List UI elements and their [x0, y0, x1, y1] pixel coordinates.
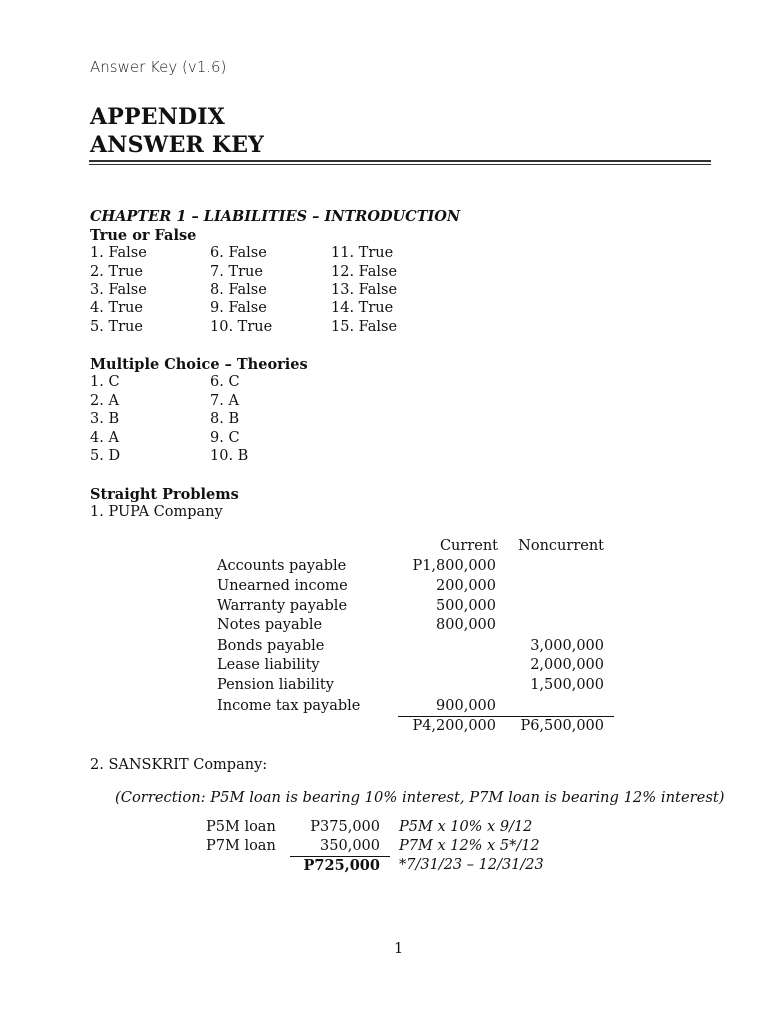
chapter-title: CHAPTER 1 – LIABILITIES – INTRODUCTION: [90, 208, 461, 225]
document-header: Answer Key (v1.6): [90, 58, 227, 76]
tf-answer: 10. True: [210, 319, 273, 335]
noncurrent-column-header: Noncurrent: [518, 538, 604, 554]
correction-note: (Correction: P5M loan is bearing 10% interest, P7M loan is bearing 12% interest): [115, 789, 725, 806]
problem-2-title: 2. SANSKRIT Company:: [90, 757, 268, 773]
title-rule-thin: [89, 164, 711, 165]
tf-answer: 11. True: [331, 245, 394, 261]
current-amount: 800,000: [436, 617, 496, 633]
tf-answer: 4. True: [90, 300, 143, 316]
tf-answer: 12. False: [331, 264, 398, 280]
mc-answer: 6. C: [210, 374, 240, 390]
row-label: Bonds payable: [217, 638, 325, 654]
tf-answer: 15. False: [331, 319, 398, 335]
multiple-choice-heading: Multiple Choice – Theories: [90, 356, 308, 373]
noncurrent-amount: 1,500,000: [530, 677, 604, 693]
tf-answer: 7. True: [210, 264, 263, 280]
straight-problems-heading: Straight Problems: [90, 486, 239, 503]
true-false-heading: True or False: [90, 227, 197, 244]
current-amount: 500,000: [436, 598, 496, 614]
mc-answer: 8. B: [210, 411, 240, 427]
mc-answer: 5. D: [90, 448, 121, 464]
total-noncurrent: P6,500,000: [520, 718, 604, 734]
tf-answer: 9. False: [210, 300, 267, 316]
mc-answer: 3. B: [90, 411, 120, 427]
row-label: Warranty payable: [217, 598, 348, 614]
loan-formula: P7M x 12% x 5*/12: [399, 838, 540, 854]
loan-label: P7M loan: [206, 838, 276, 854]
appendix-title: APPENDIX: [90, 104, 226, 130]
loan-amount: P375,000: [310, 819, 380, 835]
tf-answer: 3. False: [90, 282, 147, 298]
tf-answer: 5. True: [90, 319, 143, 335]
noncurrent-amount: 2,000,000: [530, 657, 604, 673]
problem-1-title: 1. PUPA Company: [90, 504, 223, 520]
mc-answer: 10. B: [210, 448, 249, 464]
date-range-note: *7/31/23 – 12/31/23: [399, 857, 544, 873]
row-label: Income tax payable: [217, 698, 361, 714]
total-rule: [398, 716, 614, 717]
tf-answer: 14. True: [331, 300, 394, 316]
row-label: Accounts payable: [217, 558, 347, 574]
loan-total: P725,000: [303, 857, 380, 874]
page-number: 1: [394, 941, 404, 957]
current-amount: 200,000: [436, 578, 496, 594]
current-amount: P1,800,000: [412, 558, 496, 574]
current-column-header: Current: [439, 538, 498, 554]
mc-answer: 2. A: [90, 393, 119, 409]
tf-answer: 2. True: [90, 264, 143, 280]
answer-key-title: ANSWER KEY: [90, 132, 265, 158]
loan-formula: P5M x 10% x 9/12: [399, 819, 533, 835]
current-amount: 900,000: [436, 698, 496, 714]
mc-answer: 1. C: [90, 374, 120, 390]
tf-answer: 1. False: [90, 245, 147, 261]
row-label: Unearned income: [217, 578, 348, 594]
tf-answer: 8. False: [210, 282, 267, 298]
title-rule-thick: [89, 160, 711, 162]
loan-amount: 350,000: [320, 838, 380, 854]
loan-label: P5M loan: [206, 819, 276, 835]
row-label: Lease liability: [217, 657, 320, 673]
mc-answer: 9. C: [210, 430, 240, 446]
row-label: Pension liability: [217, 677, 334, 693]
mc-answer: 7. A: [210, 393, 239, 409]
tf-answer: 13. False: [331, 282, 398, 298]
mc-answer: 4. A: [90, 430, 119, 446]
noncurrent-amount: 3,000,000: [530, 638, 604, 654]
tf-answer: 6. False: [210, 245, 267, 261]
row-label: Notes payable: [217, 617, 323, 633]
total-current: P4,200,000: [412, 718, 496, 734]
